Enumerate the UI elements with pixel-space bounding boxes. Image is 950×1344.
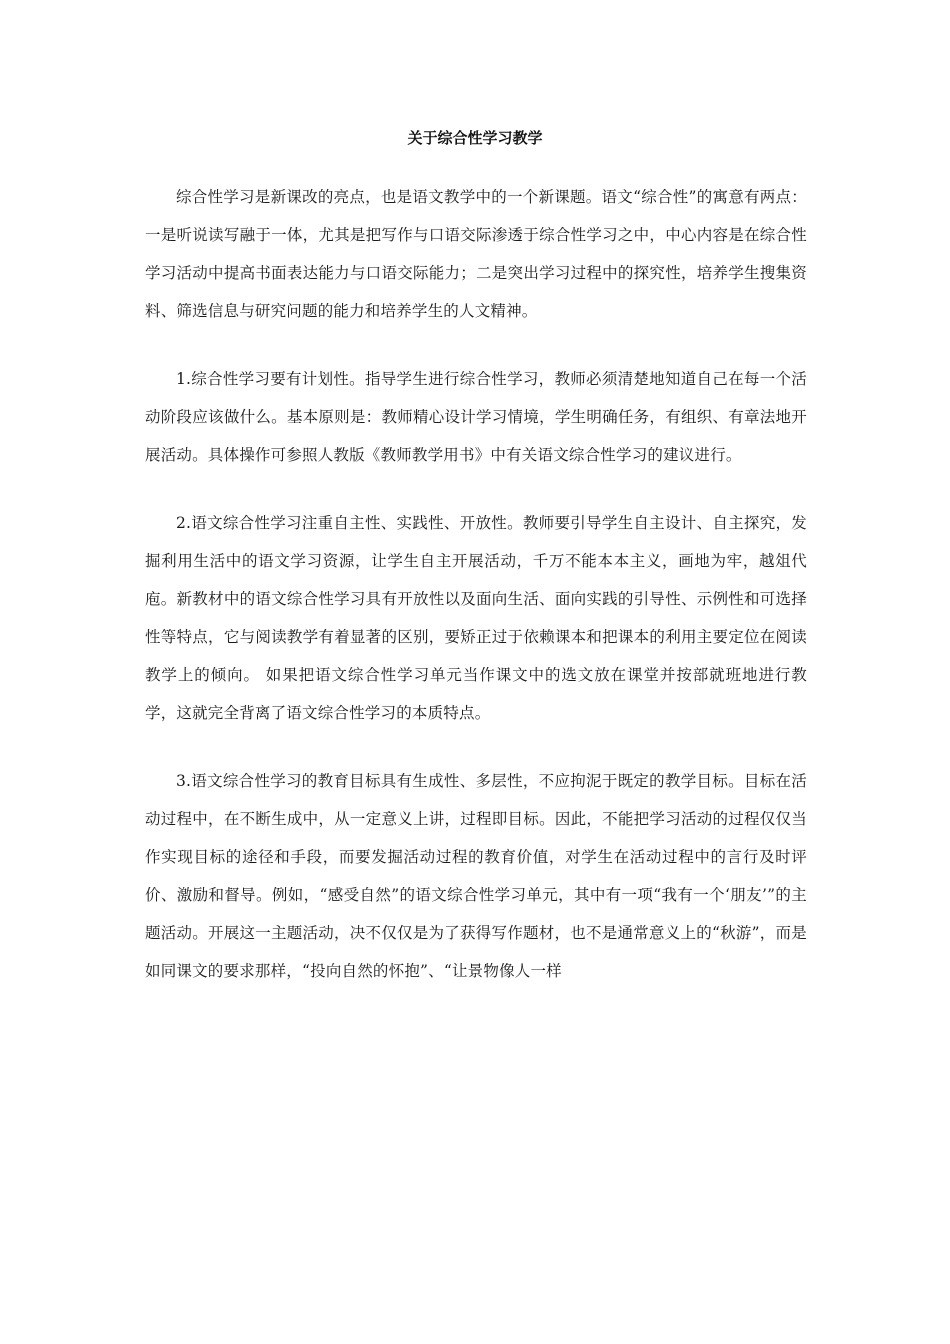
document-title: 关于综合性学习教学 (407, 129, 543, 147)
paragraph-point-2: 2.语文综合性学习注重自主性、实践性、开放性。教师要引导学生自主设计、自主探究，发掘利用生活中的语文学习资源，让学生自主开展活动，千万不能本本主义，画地为牢，越俎代庖。新教材中的语文综合性学习具有开放性以及面向生活、面向实践的引导性、示例性和可选择性等特点，它与阅读教学有着显著的区别，要矫正过于依赖课本和把课本的利用主要定位在阅读教学上的倾向。 如果把语文综合性学习单元当作课文中的选文放在课堂并按部就班地进行教学，这就完全背离了语文综合性学习的本质特点。 (145, 514, 807, 722)
paragraph-point-1: 1.综合性学习要有计划性。指导学生进行综合性学习，教师必须清楚地知道自己在每一个活动阶段应该做什么。基本原则是：教师精心设计学习情境，学生明确任务，有组织、有章法地开展活动。具体操作可参照人教版《教师教学用书》中有关语文综合性学习的建议进行。 (145, 370, 807, 464)
document-body (145, 178, 807, 1020)
paragraph-point-3: 3.语文综合性学习的教育目标具有生成性、多层性，不应拘泥于既定的教学目标。目标在活动过程中，在不断生成中，从一定意义上讲，过程即目标。因此，不能把学习活动的过程仅仅当作实现目标的途径和手段，而要发掘活动过程的教育价值，对学生在活动过程中的言行及时评价、激励和督导。例如，“感受自然”的语文综合性学习单元，其中有一项“我有一个‘朋友’”的主题活动。开展这一主题活动，决不仅仅是为了获得写作题材，也不是通常意义上的“秋游”，而是如同课文的要求那样，“投向自然的怀抱”、“让景物像人一样 (145, 772, 807, 980)
paragraph-intro: 综合性学习是新课改的亮点，也是语文教学中的一个新课题。语文“综合性”的寓意有两点：一是听说读写融于一体，尤其是把写作与口语交际渗透于综合性学习之中，中心内容是在综合性学习活动中提高书面表达能力与口语交际能力；二是突出学习过程中的探究性，培养学生搜集资料、筛选信息与研究问题的能力和培养学生的人文精神。 (145, 188, 807, 320)
